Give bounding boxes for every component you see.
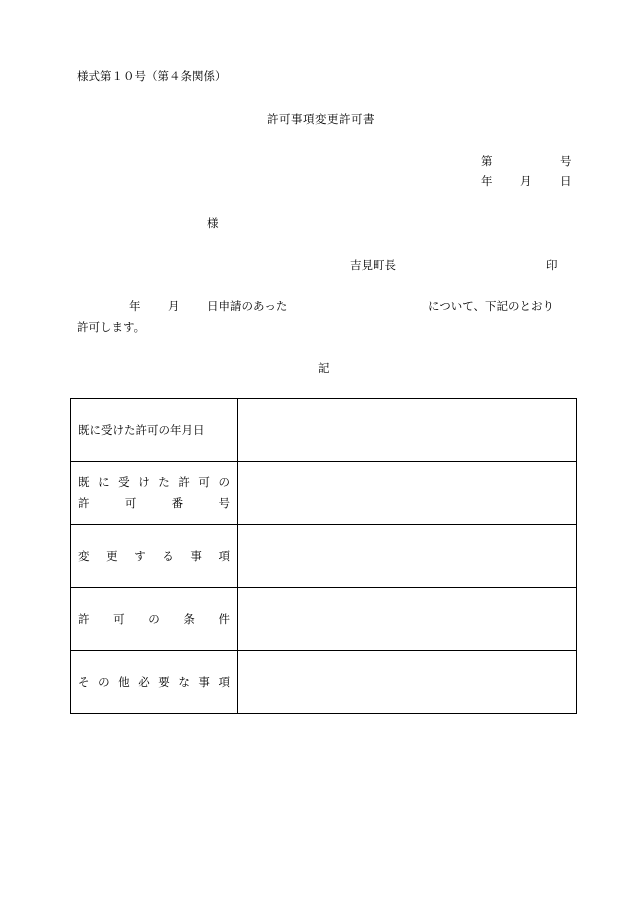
row-label-cell (71, 399, 238, 462)
body-month: 月 (168, 299, 180, 313)
date-month: 月 (520, 174, 532, 188)
label-char: 可 (113, 612, 125, 626)
body-concerning: について、下記のとおり (428, 299, 555, 313)
date-year: 年 (481, 174, 493, 188)
row-label: 既に受けた許可の年月日 (78, 423, 205, 437)
row-value-cell (238, 525, 577, 588)
row-value-cell (238, 651, 577, 714)
label-char: け (138, 475, 150, 489)
label-char: 必 (138, 675, 150, 689)
label-char: な (178, 675, 190, 689)
label-char: の (98, 675, 110, 689)
table-row (71, 462, 577, 525)
row-label (71, 674, 237, 690)
label-char: 要 (158, 675, 170, 689)
row-label-line1 (78, 472, 230, 493)
row-label-cell (71, 525, 238, 588)
number-prefix: 第 (481, 154, 493, 168)
label-char: に (98, 475, 110, 489)
label-char: 条 (183, 612, 195, 626)
label-char: 号 (218, 496, 230, 510)
body-day-applied: 日申請のあった (207, 299, 288, 313)
label-char: 件 (218, 612, 230, 626)
label-char: の (218, 475, 230, 489)
form-number: 様式第１０号（第４条関係） (77, 69, 227, 83)
row-value-cell (238, 462, 577, 525)
row-label-cell (71, 651, 238, 714)
date-day: 日 (560, 174, 572, 188)
row-label (71, 611, 237, 627)
record-table (70, 398, 577, 714)
label-char: の (148, 612, 160, 626)
label-char: 許 (178, 475, 190, 489)
label-char: 他 (118, 675, 130, 689)
label-char: 受 (118, 475, 130, 489)
record-heading: 記 (318, 361, 330, 375)
label-char: 更 (106, 549, 118, 563)
document-title: 許可事項変更許可書 (267, 112, 375, 126)
table-row (71, 525, 577, 588)
row-label (71, 548, 237, 564)
label-char: る (162, 549, 174, 563)
label-char: 番 (171, 496, 184, 510)
label-char: 可 (124, 496, 137, 510)
label-char: 項 (218, 675, 230, 689)
addressee-suffix: 様 (207, 216, 219, 230)
issuer-seal: 印 (546, 258, 558, 272)
label-char: 許 (78, 612, 90, 626)
label-char: そ (78, 675, 90, 689)
label-char: 事 (198, 675, 210, 689)
table-row (71, 399, 577, 462)
body-year: 年 (129, 299, 141, 313)
row-value-cell (238, 399, 577, 462)
number-suffix: 号 (560, 154, 572, 168)
issuer-name: 吉見町長 (350, 258, 396, 272)
label-char: 項 (218, 549, 230, 563)
label-char: 可 (198, 475, 210, 489)
row-label-line2 (78, 493, 230, 514)
body-line2: 許可します。 (77, 320, 146, 334)
label-char: 変 (78, 549, 90, 563)
row-label-cell (71, 588, 238, 651)
table-row (71, 588, 577, 651)
label-char: 許 (78, 496, 90, 510)
label-char: た (158, 475, 170, 489)
row-label-cell (71, 462, 238, 525)
label-char: 事 (190, 549, 202, 563)
label-char: す (134, 549, 146, 563)
label-char: 既 (78, 475, 90, 489)
row-value-cell (238, 588, 577, 651)
table-row (71, 651, 577, 714)
